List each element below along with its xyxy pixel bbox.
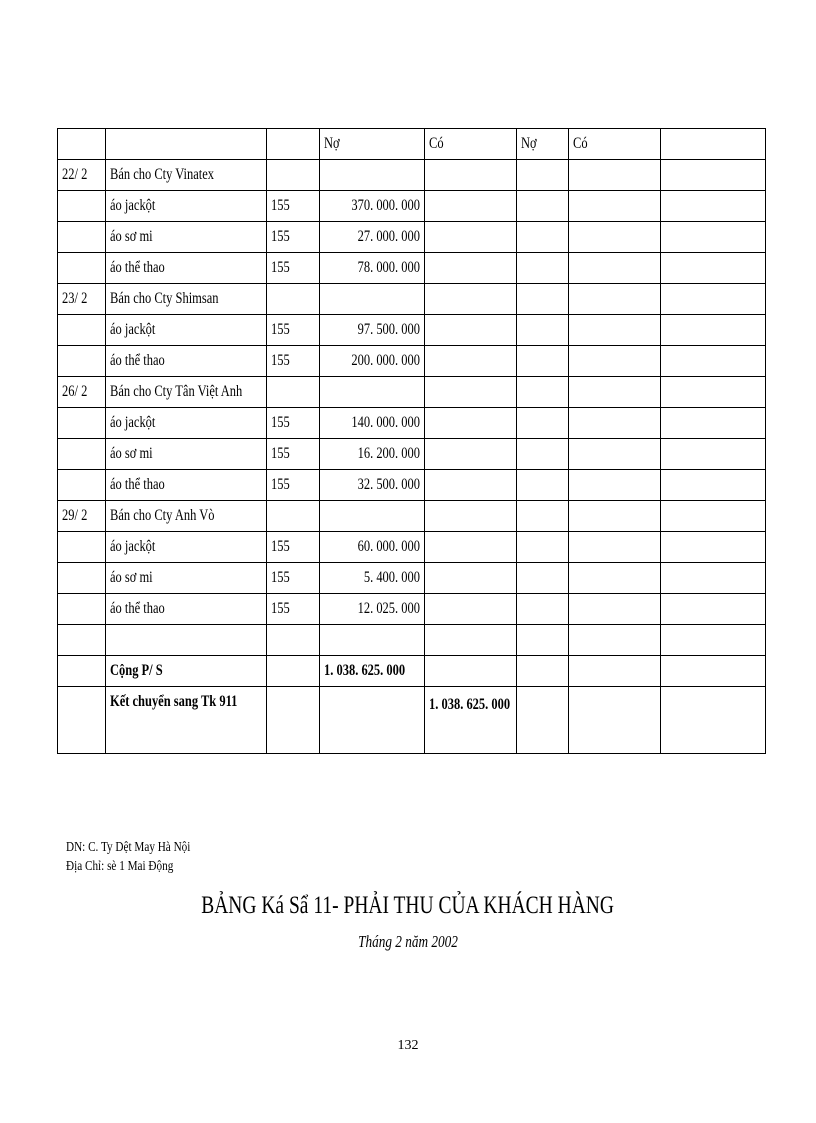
credit-cell (425, 408, 517, 439)
credit-cell (425, 253, 517, 284)
credit-cell (425, 470, 517, 501)
debit-cell (320, 284, 425, 315)
empty-cell (569, 594, 661, 625)
credit-cell (425, 625, 517, 656)
table-row (58, 563, 766, 594)
credit-cell (425, 315, 517, 346)
empty-cell (569, 284, 661, 315)
description-cell: áo thể thao (106, 253, 267, 284)
debit-cell (320, 501, 425, 532)
debit-cell: 200. 000. 000 (320, 346, 425, 377)
description-cell: áo jackột (106, 191, 267, 222)
page-title: BẢNG Ká Sẩ 11- PHẢI THU CỦA KHÁCH HÀNG (201, 892, 615, 919)
empty-cell (517, 470, 569, 501)
credit-cell (425, 501, 517, 532)
header-debit-2: Nợ (517, 129, 569, 160)
table-row (58, 408, 766, 439)
header-credit-2: Có (569, 129, 661, 160)
date-cell (58, 439, 106, 470)
empty-cell (569, 191, 661, 222)
date-cell (58, 191, 106, 222)
empty-cell (517, 377, 569, 408)
empty-cell (661, 160, 766, 191)
empty-cell (661, 284, 766, 315)
empty-cell (569, 377, 661, 408)
description-cell: Bán cho Cty Tân Việt Anh (106, 377, 267, 408)
debit-cell (320, 160, 425, 191)
account-cell: 155 (267, 594, 320, 625)
empty-cell (661, 532, 766, 563)
empty-cell (661, 625, 766, 656)
credit-cell (425, 532, 517, 563)
empty-cell (661, 191, 766, 222)
empty-cell (569, 160, 661, 191)
header-cell (267, 129, 320, 160)
date-cell (58, 594, 106, 625)
empty-cell (569, 563, 661, 594)
credit-cell (425, 284, 517, 315)
date-cell (58, 470, 106, 501)
empty-cell (517, 315, 569, 346)
description-cell: áo sơ mi (106, 439, 267, 470)
empty-cell (569, 625, 661, 656)
org-name: DN: C. Ty Dệt May Hà Nội (66, 840, 191, 855)
empty-cell (517, 160, 569, 191)
debit-cell: 140. 000. 000 (320, 408, 425, 439)
empty-cell (58, 687, 106, 754)
empty-cell (661, 501, 766, 532)
date-cell: 26/ 2 (58, 377, 106, 408)
header-cell (58, 129, 106, 160)
header-row (58, 129, 766, 160)
empty-cell (569, 408, 661, 439)
empty-cell (517, 346, 569, 377)
empty-cell (569, 346, 661, 377)
table-row (58, 594, 766, 625)
empty-cell (569, 315, 661, 346)
page-subtitle: Tháng 2 năm 2002 (358, 932, 458, 951)
credit-cell (425, 160, 517, 191)
empty-cell (661, 408, 766, 439)
date-cell (58, 532, 106, 563)
org-address: Địa Chỉ: sè 1 Mai Động (66, 859, 174, 874)
table-row (58, 160, 766, 191)
account-cell: 155 (267, 563, 320, 594)
debit-cell: 5. 400. 000 (320, 563, 425, 594)
date-cell (58, 253, 106, 284)
empty-cell (569, 501, 661, 532)
table-row (58, 222, 766, 253)
empty-cell (517, 625, 569, 656)
debit-cell: 16. 200. 000 (320, 439, 425, 470)
empty-cell (517, 563, 569, 594)
table-row (58, 470, 766, 501)
account-cell: 155 (267, 346, 320, 377)
date-cell (58, 563, 106, 594)
date-cell: 22/ 2 (58, 160, 106, 191)
empty-cell (661, 594, 766, 625)
table-row (58, 191, 766, 222)
empty-cell (569, 222, 661, 253)
empty-cell (517, 687, 569, 754)
table-row (58, 501, 766, 532)
date-cell (58, 625, 106, 656)
empty-cell (320, 687, 425, 754)
debit-cell: 27. 000. 000 (320, 222, 425, 253)
empty-cell (569, 439, 661, 470)
empty-cell (661, 687, 766, 754)
empty-cell (517, 284, 569, 315)
empty-cell (517, 656, 569, 687)
description-cell: áo sơ mi (106, 222, 267, 253)
description-cell: Bán cho Cty Vinatex (106, 160, 267, 191)
debit-cell: 97. 500. 000 (320, 315, 425, 346)
header-cell (106, 129, 267, 160)
credit-cell (425, 346, 517, 377)
empty-cell (569, 687, 661, 754)
empty-cell (517, 532, 569, 563)
date-cell (58, 315, 106, 346)
table-row (58, 377, 766, 408)
date-cell (58, 346, 106, 377)
table-row (58, 253, 766, 284)
empty-cell (517, 501, 569, 532)
debit-cell: 60. 000. 000 (320, 532, 425, 563)
empty-cell (517, 253, 569, 284)
empty-cell (569, 253, 661, 284)
credit-cell (425, 439, 517, 470)
table-row (58, 439, 766, 470)
date-cell (58, 222, 106, 253)
empty-cell (58, 656, 106, 687)
transfer-label: Kết chuyển sang Tk 911 (106, 687, 267, 754)
ledger-table (57, 128, 766, 754)
table-row (58, 346, 766, 377)
credit-cell (425, 594, 517, 625)
description-cell: áo jackột (106, 532, 267, 563)
transfer-credit: 1. 038. 625. 000 (425, 687, 517, 754)
debit-cell: 78. 000. 000 (320, 253, 425, 284)
empty-cell (661, 346, 766, 377)
empty-cell (517, 191, 569, 222)
empty-cell (517, 408, 569, 439)
empty-cell (661, 656, 766, 687)
account-cell: 155 (267, 532, 320, 563)
description-cell: áo jackột (106, 315, 267, 346)
empty-cell (661, 222, 766, 253)
description-cell: áo thể thao (106, 594, 267, 625)
description-cell: Bán cho Cty Anh Vò (106, 501, 267, 532)
empty-cell (661, 253, 766, 284)
empty-cell (569, 656, 661, 687)
credit-cell (425, 222, 517, 253)
total-row (58, 656, 766, 687)
empty-cell (517, 439, 569, 470)
empty-cell (661, 470, 766, 501)
empty-cell (569, 470, 661, 501)
description-cell: áo thể thao (106, 470, 267, 501)
account-cell: 155 (267, 222, 320, 253)
date-cell: 23/ 2 (58, 284, 106, 315)
credit-cell (425, 191, 517, 222)
header-credit: Có (425, 129, 517, 160)
debit-cell: 12. 025. 000 (320, 594, 425, 625)
empty-cell (267, 687, 320, 754)
description-cell: áo thể thao (106, 346, 267, 377)
account-cell (267, 625, 320, 656)
table-row (58, 625, 766, 656)
date-cell: 29/ 2 (58, 501, 106, 532)
date-cell (58, 408, 106, 439)
empty-cell (267, 656, 320, 687)
debit-cell (320, 625, 425, 656)
empty-cell (661, 439, 766, 470)
header-debit: Nợ (320, 129, 425, 160)
empty-cell (517, 594, 569, 625)
account-cell (267, 377, 320, 408)
empty-cell (569, 532, 661, 563)
table-row (58, 532, 766, 563)
empty-cell (425, 656, 517, 687)
description-cell: Bán cho Cty Shimsan (106, 284, 267, 315)
account-cell: 155 (267, 470, 320, 501)
empty-cell (661, 315, 766, 346)
header-cell (661, 129, 766, 160)
page-number: 132 (397, 1038, 419, 1053)
debit-cell: 32. 500. 000 (320, 470, 425, 501)
transfer-row (58, 687, 766, 754)
account-cell: 155 (267, 408, 320, 439)
debit-cell: 370. 000. 000 (320, 191, 425, 222)
account-cell: 155 (267, 315, 320, 346)
account-cell: 155 (267, 253, 320, 284)
account-cell: 155 (267, 439, 320, 470)
empty-cell (661, 563, 766, 594)
empty-cell (517, 222, 569, 253)
account-cell (267, 501, 320, 532)
debit-cell (320, 377, 425, 408)
table-row (58, 315, 766, 346)
description-cell (106, 625, 267, 656)
credit-cell (425, 377, 517, 408)
account-cell (267, 160, 320, 191)
account-cell: 155 (267, 191, 320, 222)
empty-cell (661, 377, 766, 408)
total-debit: 1. 038. 625. 000 (320, 656, 425, 687)
credit-cell (425, 563, 517, 594)
description-cell: áo jackột (106, 408, 267, 439)
total-label: Cộng P/ S (106, 656, 267, 687)
account-cell (267, 284, 320, 315)
table-row (58, 284, 766, 315)
description-cell: áo sơ mi (106, 563, 267, 594)
